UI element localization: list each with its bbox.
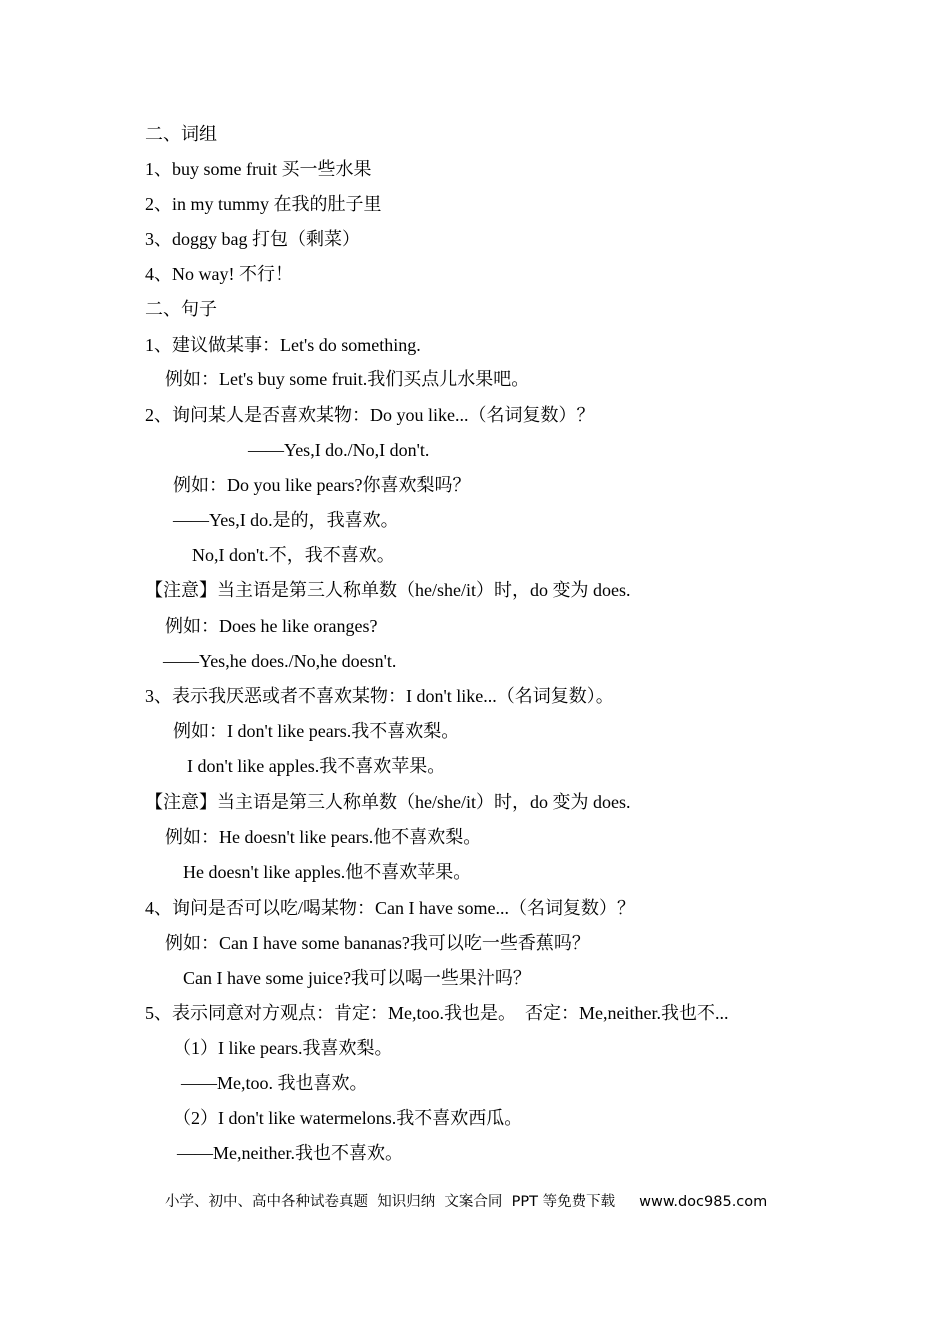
example-line: Can I have some juice?我可以喝一些果汁吗？ — [183, 968, 531, 988]
section-heading-sentences: 二、句子 — [145, 299, 217, 319]
footer-text: 小学、初中、高中各种试卷真题 知识归纳 文案合同 PPT 等免费下载 — [165, 1194, 616, 1210]
note-line: 【注意】当主语是第三人称单数（he/she/it）时，do 变为 does. — [145, 580, 631, 600]
example-line: 例如：I don't like pears.我不喜欢梨。 — [173, 721, 460, 741]
example-line: I don't like apples.我不喜欢苹果。 — [187, 756, 446, 776]
sentence-rule: 4、询问是否可以吃/喝某物：Can I have some...（名词复数）？ — [145, 898, 635, 918]
phrase-item: 1、buy some fruit 买一些水果 — [145, 159, 372, 179]
example-line: 例如：Do you like pears?你喜欢梨吗？ — [173, 475, 471, 495]
example-line: 例如：Does he like oranges? — [165, 616, 378, 636]
answer-line: ——Yes,he does./No,he doesn't. — [163, 651, 397, 671]
footer-url-link[interactable]: www.doc985.com — [639, 1194, 768, 1210]
answer-line: ——Yes,I do.是的，我喜欢。 — [173, 510, 399, 530]
example-line: （2）I don't like watermelons.我不喜欢西瓜。 — [173, 1108, 523, 1128]
example-line: 例如：Can I have some bananas?我可以吃一些香蕉吗？ — [165, 933, 590, 953]
answer-line: ——Yes,I do./No,I don't. — [248, 440, 430, 460]
phrase-item: 3、doggy bag 打包（剩菜） — [145, 229, 360, 249]
page-footer — [165, 1190, 767, 1211]
example-line: （1）I like pears.我喜欢梨。 — [173, 1038, 393, 1058]
sentence-rule: 3、表示我厌恶或者不喜欢某物：I don't like...（名词复数）。 — [145, 686, 614, 706]
answer-line: No,I don't.不，我不喜欢。 — [192, 545, 395, 565]
section-heading-phrases: 二、词组 — [145, 124, 217, 144]
sentence-rule: 5、表示同意对方观点：肯定：Me,too.我也是。 否定：Me,neither.我也不... — [145, 1003, 729, 1023]
note-line: 【注意】当主语是第三人称单数（he/she/it）时，do 变为 does. — [145, 792, 631, 812]
example-line: He doesn't like apples.他不喜欢苹果。 — [183, 862, 472, 882]
phrase-item: 4、No way! 不行！ — [145, 264, 293, 284]
sentence-rule: 1、建议做某事：Let's do something. — [145, 335, 421, 355]
phrase-item: 2、in my tummy 在我的肚子里 — [145, 194, 382, 214]
example-line: 例如：Let's buy some fruit.我们买点儿水果吧。 — [165, 369, 530, 389]
sentence-rule: 2、询问某人是否喜欢某物：Do you like...（名词复数）？ — [145, 405, 595, 425]
example-line: 例如：He doesn't like pears.他不喜欢梨。 — [165, 827, 482, 847]
answer-line: ——Me,neither.我也不喜欢。 — [177, 1143, 403, 1163]
answer-line: ——Me,too. 我也喜欢。 — [181, 1073, 368, 1093]
